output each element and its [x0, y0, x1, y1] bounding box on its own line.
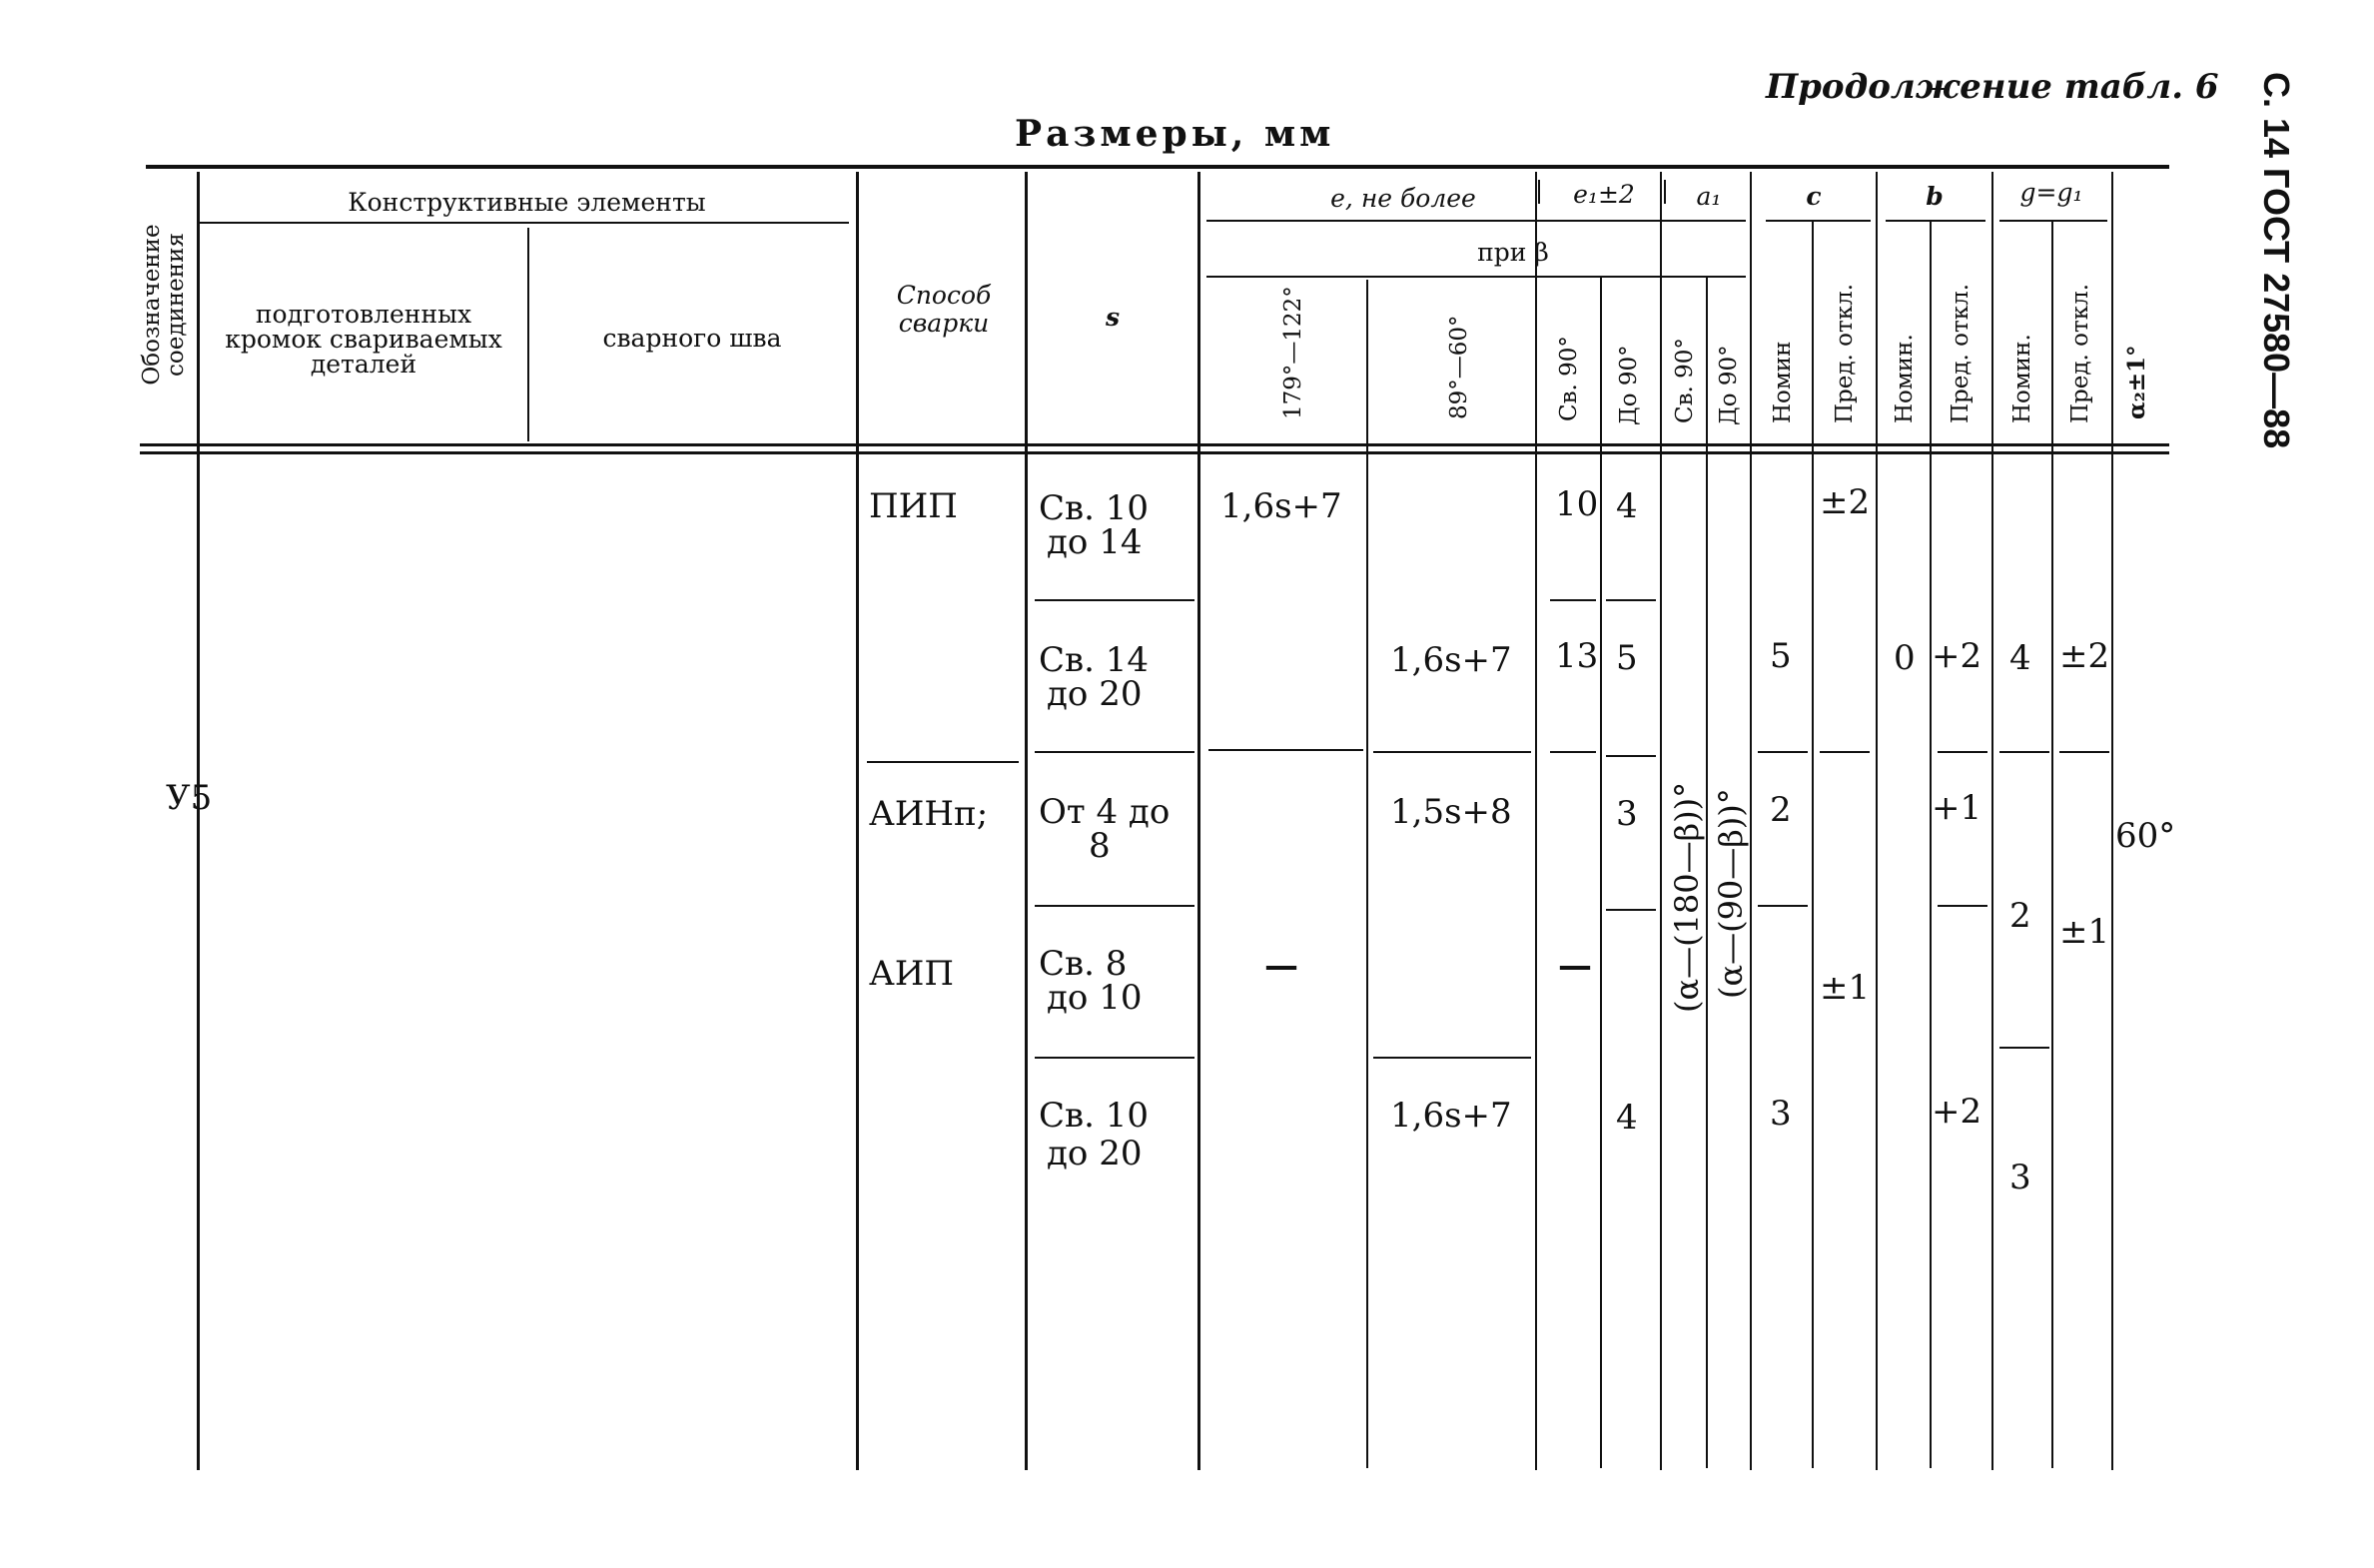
header-rule-2	[140, 451, 2169, 454]
row-line-method	[867, 761, 1019, 763]
header-nomin-b: Номин.	[1892, 334, 1918, 423]
row4-s1: Св. 8	[1039, 944, 1128, 984]
row2-e1-up: 5	[1616, 638, 1638, 678]
row3-s2: 8	[1089, 826, 1111, 866]
a1-up-formula: (α—(90—β))°	[1712, 788, 1750, 999]
row2-s2: до 20	[1047, 674, 1143, 714]
row-line-gt-1	[2059, 751, 2109, 753]
row2-e89: 1,6s+7	[1390, 640, 1512, 680]
header-tol-g: Пред. откл.	[2067, 283, 2093, 423]
row-line-s2	[1035, 751, 1194, 753]
col-line-1	[197, 172, 200, 1470]
continuation-label: Продолжение табл. 6	[1766, 67, 2219, 107]
row2-e1-over: 13	[1555, 636, 1599, 676]
e-sub-line	[1206, 220, 1746, 222]
row4-c-tol: ±1	[1820, 968, 1871, 1008]
row4-g-nom: 2	[2009, 896, 2031, 936]
row5-b-tol: +2	[1932, 1092, 1982, 1132]
row-line-e89a	[1373, 751, 1531, 753]
header-up-to-90-b: До 90°	[1716, 345, 1742, 425]
header-range-89-60: 89°—60°	[1446, 315, 1472, 419]
g-sub-line	[1999, 220, 2107, 222]
header-method: Способ сварки	[896, 281, 992, 338]
header-over-90: Св. 90°	[1556, 336, 1582, 421]
c-sub-line	[1766, 220, 1871, 222]
row-line-s4	[1035, 1057, 1194, 1059]
row2-s1: Св. 14	[1039, 640, 1150, 680]
col-line-3	[856, 172, 859, 1470]
row3-c-nom: 2	[1770, 790, 1792, 830]
col-line-12	[1812, 222, 1814, 1468]
header-e-max: e, не более	[1330, 184, 1476, 213]
header-at-beta: при β	[1477, 238, 1549, 267]
col-line-16	[2051, 222, 2053, 1468]
row5-g-nom: 3	[2009, 1158, 2031, 1197]
row2-c-nom: 5	[1770, 636, 1792, 676]
header-over-90-b: Св. 90°	[1672, 338, 1698, 423]
table-title: Размеры, мм	[1015, 113, 1335, 155]
row1-e179: 1,6s+7	[1220, 486, 1342, 526]
col-line-6	[1366, 280, 1368, 1468]
row4-e179: —	[1264, 946, 1298, 986]
row1-e1-up: 4	[1616, 486, 1638, 526]
row2-g-nom: 4	[2009, 638, 2031, 678]
row5-c-nom: 3	[1770, 1094, 1792, 1134]
row-line-gn-1	[1999, 751, 2049, 753]
row-line-cn-2	[1758, 905, 1808, 907]
header-up-to-90: До 90°	[1616, 345, 1642, 425]
row1-s2: до 14	[1047, 522, 1143, 562]
row-line-ct-1	[1820, 751, 1870, 753]
row4-s2: до 10	[1047, 978, 1143, 1018]
header-designation: Обозначение соединения	[139, 224, 189, 386]
col-line-2	[527, 228, 529, 441]
row3-e1-up: 3	[1616, 794, 1638, 834]
method-ainp: АИНп;	[869, 794, 989, 834]
row5-e89: 1,6s+7	[1390, 1096, 1512, 1136]
a1-over-formula: (α—(180—β))°	[1668, 781, 1706, 1013]
designation-value: У5	[166, 778, 213, 818]
row-line-e1u-1	[1606, 599, 1656, 601]
col-line-4	[1025, 172, 1028, 1470]
header-e1: e₁±2	[1573, 180, 1635, 209]
row3-s1: От 4 до	[1039, 792, 1171, 832]
row3-b-tol: +1	[1932, 788, 1982, 828]
col-line-11	[1750, 172, 1752, 1470]
row-line-e1o-2	[1550, 751, 1596, 753]
col-line-13	[1876, 172, 1878, 1470]
row5-e1-up: 4	[1616, 1098, 1638, 1138]
header-nomin-c: Номин	[1770, 341, 1796, 423]
col-line-17	[2111, 172, 2113, 1470]
beta-sub-line	[1206, 276, 1746, 278]
alpha-value: 60°	[2115, 816, 2176, 856]
col-line-10	[1706, 278, 1708, 1468]
a1-separator	[1664, 180, 1666, 204]
col-line-7	[1535, 172, 1537, 1470]
row-line-e1u-2	[1606, 755, 1656, 757]
row-line-bt-1	[1938, 751, 1987, 753]
row-line-bt-2	[1938, 905, 1987, 907]
method-pip: ПИП	[869, 486, 958, 526]
row-line-cn-1	[1758, 751, 1808, 753]
e1-separator	[1538, 180, 1540, 204]
method-aip: АИП	[869, 954, 955, 994]
row-line-gn-2	[1999, 1047, 2049, 1049]
header-alpha: α₂±1°	[2123, 345, 2150, 419]
header-nomin-g: Номин.	[2009, 334, 2035, 423]
header-structural-elements: Конструктивные элементы	[348, 188, 706, 217]
col-line-8	[1600, 278, 1602, 1468]
row1-e1-over: 10	[1555, 484, 1599, 524]
row3-e89: 1,5s+8	[1390, 792, 1512, 832]
col-line-15	[1991, 172, 1993, 1470]
header-a1: a₁	[1696, 182, 1722, 211]
row1-s1: Св. 10	[1039, 488, 1150, 528]
row5-s1: Св. 10	[1039, 1096, 1150, 1136]
row-line-e179	[1208, 749, 1363, 751]
header-prepared-edges: подготовленных кромок свариваемых деталей	[225, 300, 502, 379]
col-line-14	[1930, 222, 1932, 1468]
header-weld-seam: сварного шва	[602, 324, 782, 353]
row4-e1-over: —	[1558, 946, 1592, 986]
header-c: c	[1806, 182, 1822, 211]
header-tol-b: Пред. откл.	[1948, 283, 1974, 423]
row-line-s3	[1035, 905, 1194, 907]
header-range-179-122: 179°—122°	[1280, 286, 1306, 419]
col-line-9	[1660, 172, 1662, 1470]
row4-g-tol: ±1	[2059, 912, 2110, 952]
side-header: С. 14 ГОСТ 27580—88	[2256, 72, 2297, 449]
b-sub-line	[1886, 220, 1985, 222]
row2-g-tol: ±2	[2059, 636, 2110, 676]
row-line-e1o-1	[1550, 599, 1596, 601]
row-line-e1u-3	[1606, 909, 1656, 911]
col-line-5	[1197, 172, 1200, 1470]
header-b: b	[1926, 182, 1944, 211]
header-rule-1	[140, 443, 2169, 446]
row2-b-tol: +2	[1932, 636, 1982, 676]
header-g: g=g₁	[2019, 178, 2083, 207]
header-s: s	[1105, 303, 1121, 332]
struct-sub-line	[200, 222, 849, 224]
top-rule	[146, 165, 2169, 169]
row2-b-nom: 0	[1894, 638, 1916, 678]
row5-s2: до 20	[1047, 1134, 1143, 1174]
row1-c-tol: ±2	[1820, 482, 1871, 522]
row-line-e89b	[1373, 1057, 1531, 1059]
header-tol-c: Пред. откл.	[1832, 283, 1858, 423]
row-line-s1	[1035, 599, 1194, 601]
